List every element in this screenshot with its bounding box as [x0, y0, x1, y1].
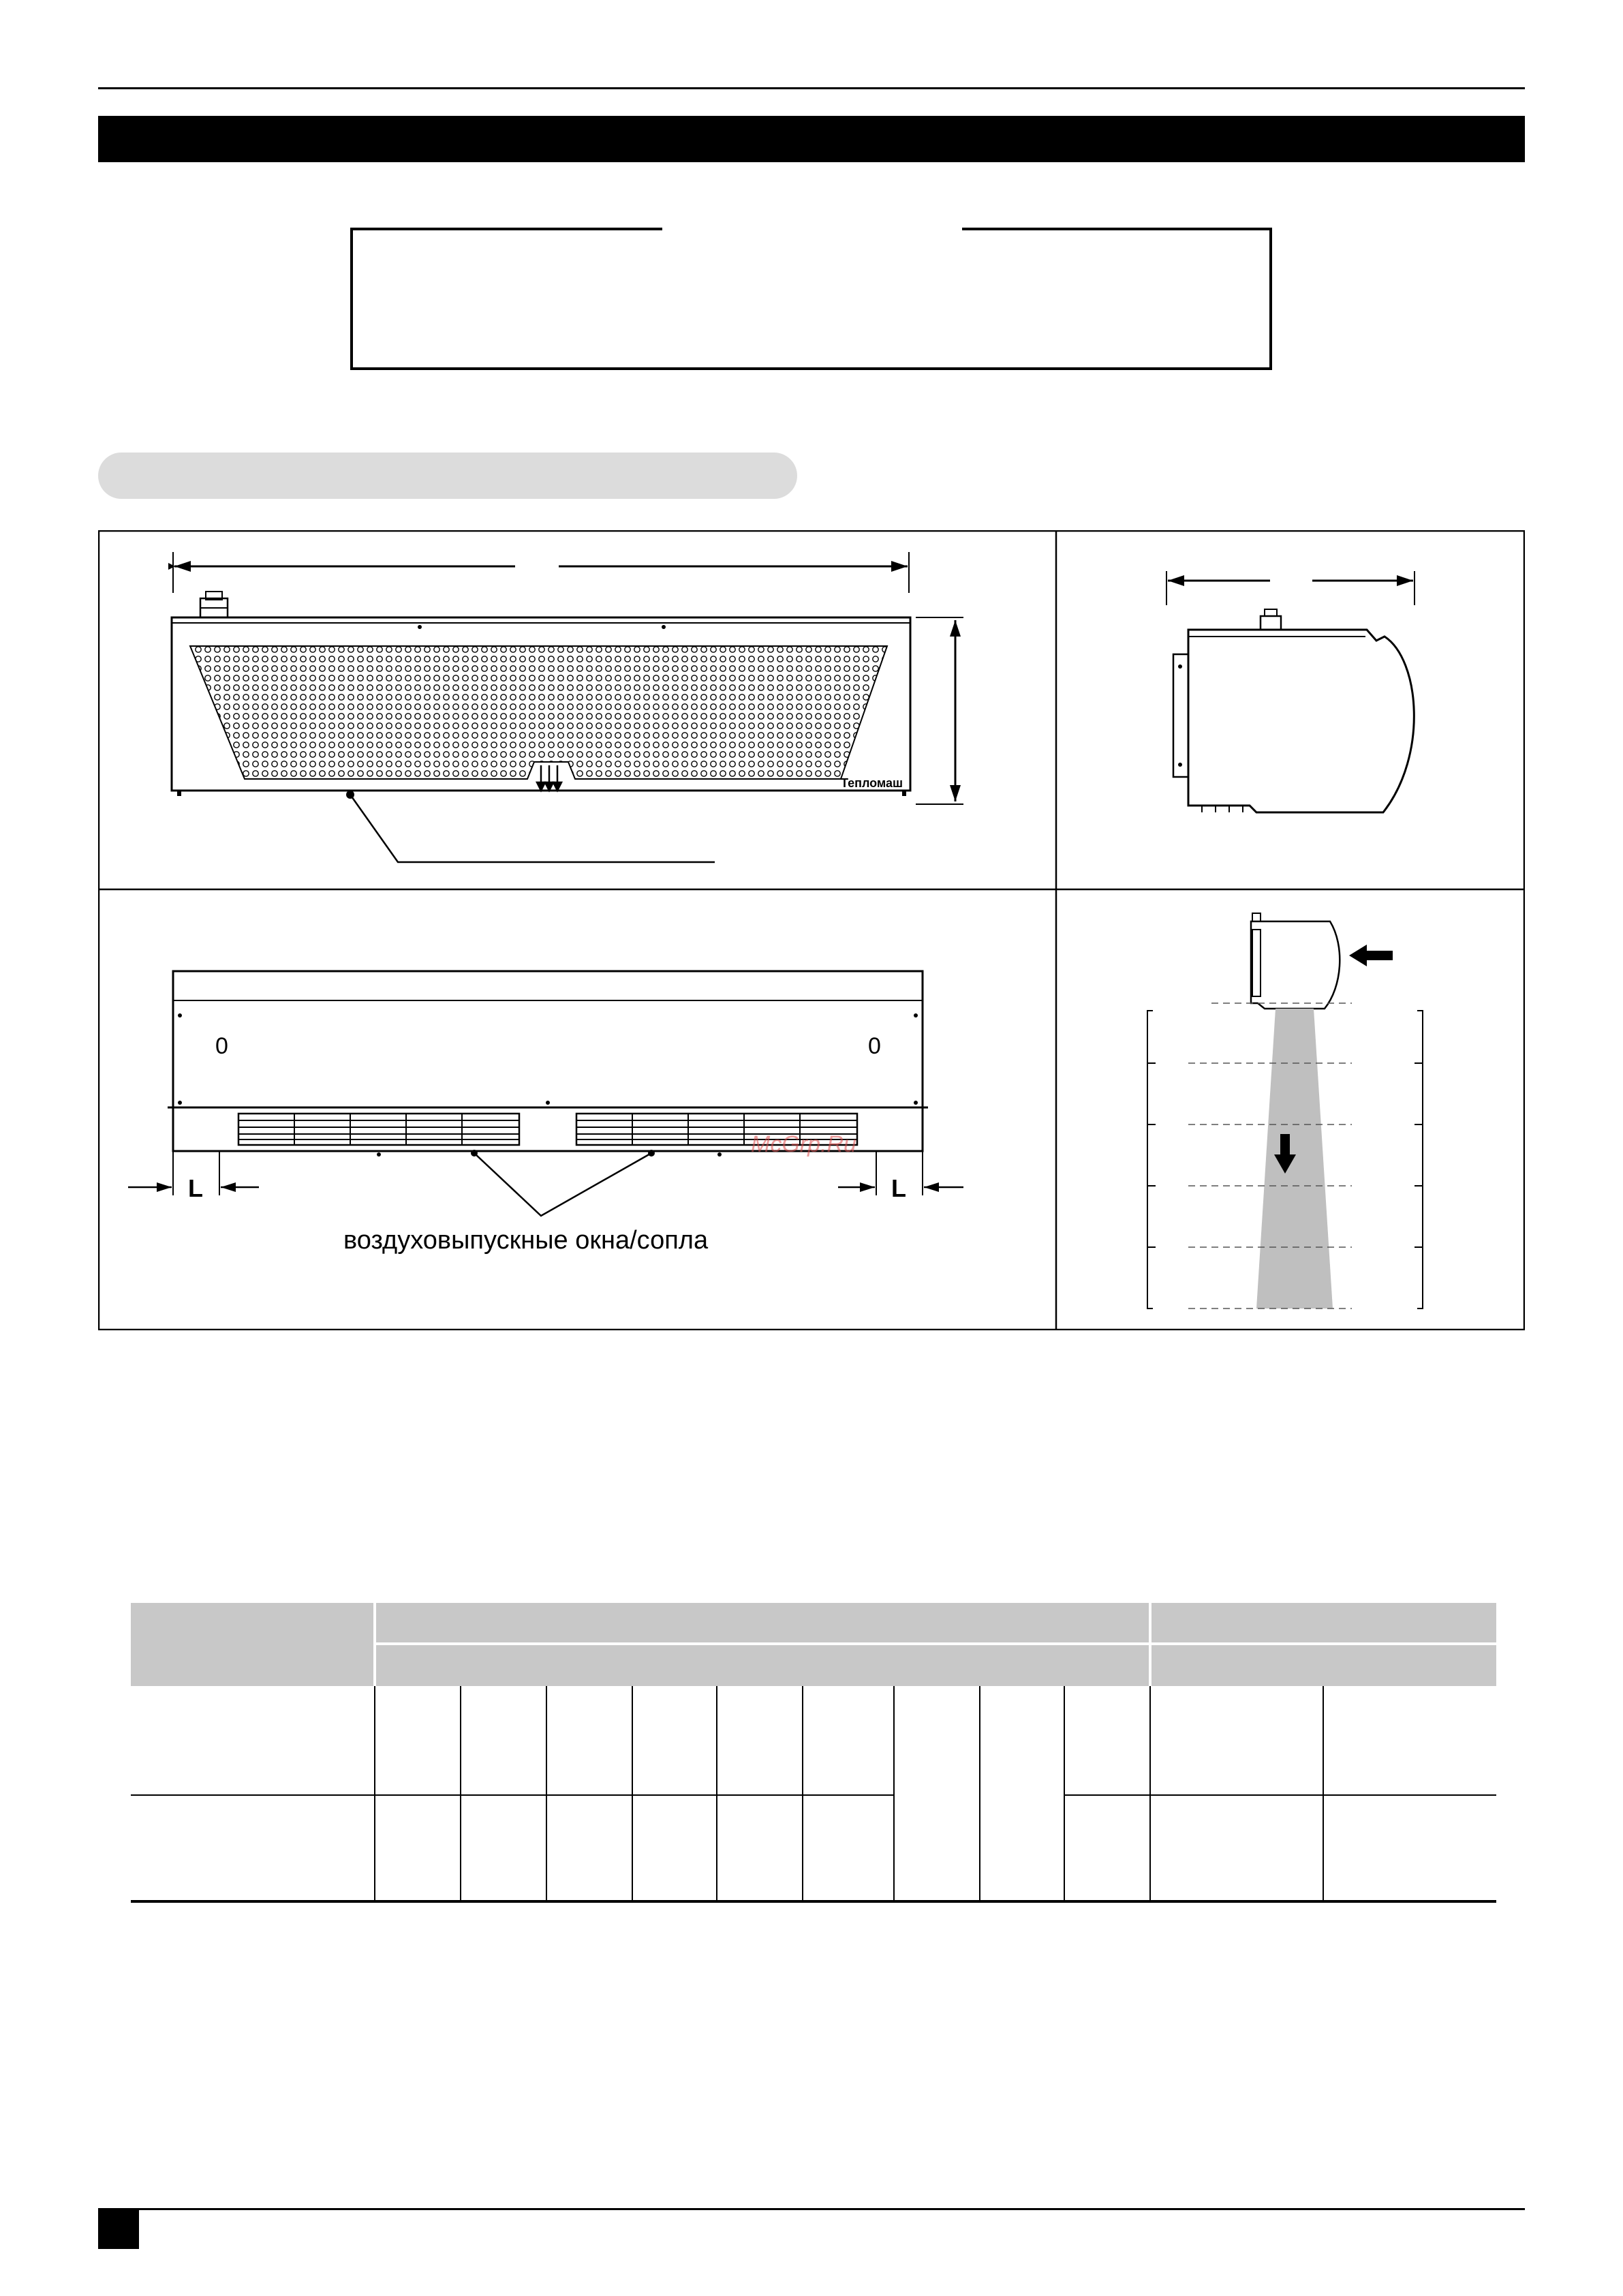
screw-marker-left: 0	[215, 1033, 228, 1059]
spec-table-grid	[131, 1686, 1496, 1903]
airflow-pattern	[1147, 913, 1423, 1308]
top-rule	[98, 87, 1525, 89]
dimension-drawing	[98, 530, 1525, 1330]
brand-logo: Тепломаш	[841, 776, 903, 790]
footer-rule	[98, 2208, 1525, 2210]
page-marker	[98, 2208, 139, 2249]
front-view	[172, 552, 963, 862]
framed-note-box-gap	[662, 222, 962, 232]
section-pill	[98, 453, 797, 499]
framed-note-box	[350, 228, 1272, 370]
airflow-down-arrows-icon	[537, 765, 561, 791]
side-view	[1166, 571, 1415, 812]
dimension-letter-right: L	[891, 1174, 906, 1202]
spec-table	[131, 1603, 1496, 1903]
heading-bar	[98, 116, 1525, 162]
dimension-letter-left: L	[188, 1174, 203, 1202]
screw-marker-right: 0	[868, 1033, 881, 1059]
arrow-left-icon	[1349, 945, 1393, 966]
outlet-nozzle-left	[238, 1114, 519, 1145]
spec-table-header	[131, 1603, 1496, 1686]
bottom-view	[128, 971, 963, 1255]
watermark: McGrp.Ru	[751, 1131, 856, 1157]
outlet-label: воздуховыпускные окна/сопла	[343, 1226, 709, 1255]
